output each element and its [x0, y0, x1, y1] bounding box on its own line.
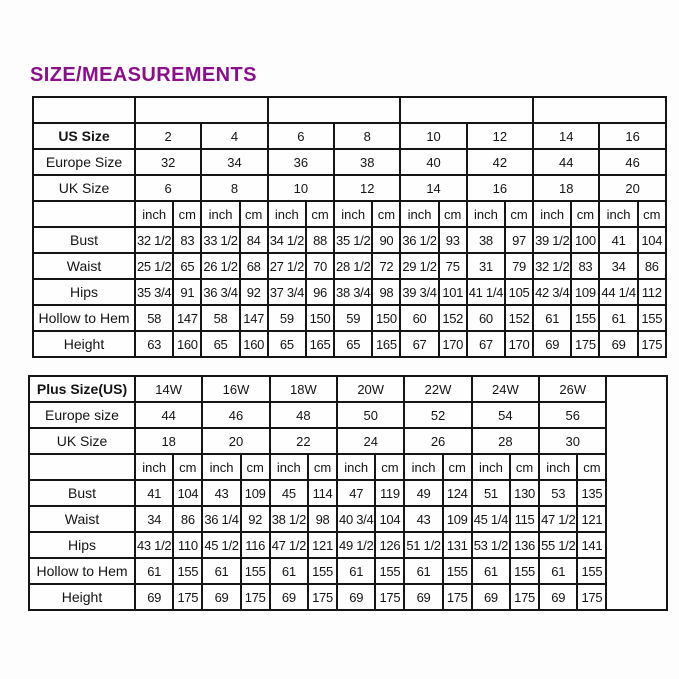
inch-value-cell: 69	[135, 584, 173, 610]
table-row	[33, 279, 666, 305]
cm-value-cell: 136	[510, 532, 539, 558]
inch-unit-cell: inch	[533, 201, 571, 227]
table-row	[29, 558, 667, 584]
cm-value-cell: 155	[241, 558, 270, 584]
inch-unit-cell: inch	[334, 201, 372, 227]
cm-value-cell: 104	[638, 227, 666, 253]
size-value-cell: 14	[400, 175, 466, 201]
size-value-cell: 30	[539, 428, 606, 454]
standard-sizes-table	[32, 96, 667, 358]
size-value-cell: 48	[270, 402, 337, 428]
inch-unit-cell: inch	[268, 201, 306, 227]
table-row	[33, 201, 666, 227]
inch-unit-cell: inch	[400, 201, 438, 227]
size-value-cell: 6	[268, 123, 334, 149]
size-value-cell: 18	[533, 175, 599, 201]
inch-value-cell: 49 1/2	[337, 532, 375, 558]
row-label-cell	[33, 97, 135, 123]
table-row	[29, 480, 667, 506]
inch-unit-cell: inch	[270, 454, 308, 480]
page-title: SIZE/MEASUREMENTS	[30, 64, 257, 86]
inch-value-cell: 31	[467, 253, 505, 279]
size-value-cell: 34	[201, 149, 267, 175]
inch-value-cell: 36 1/2	[400, 227, 438, 253]
cm-value-cell: 155	[375, 558, 404, 584]
cm-value-cell: 175	[375, 584, 404, 610]
inch-value-cell: 58	[135, 305, 173, 331]
size-value-cell: 12	[467, 123, 533, 149]
size-value-cell: 8	[201, 175, 267, 201]
cm-value-cell: 165	[306, 331, 334, 357]
cm-value-cell: 91	[173, 279, 201, 305]
cm-value-cell: 98	[372, 279, 400, 305]
row-label-cell: Height	[29, 584, 135, 610]
inch-value-cell: 69	[404, 584, 442, 610]
inch-value-cell: 41 1/4	[467, 279, 505, 305]
inch-value-cell: 53	[539, 480, 577, 506]
cm-value-cell: 93	[439, 227, 467, 253]
inch-value-cell: 35 1/2	[334, 227, 372, 253]
row-label-cell: US Size	[33, 123, 135, 149]
inch-unit-cell: inch	[599, 201, 637, 227]
cm-value-cell: 109	[571, 279, 599, 305]
inch-value-cell: 61	[337, 558, 375, 584]
cm-value-cell: 155	[577, 558, 606, 584]
cm-value-cell: 155	[173, 558, 202, 584]
cm-value-cell: 131	[443, 532, 472, 558]
inch-unit-cell: inch	[539, 454, 577, 480]
inch-unit-cell: inch	[201, 201, 239, 227]
size-value-cell: 16	[599, 123, 665, 149]
size-value-cell: 6	[135, 175, 201, 201]
size-value-cell: 16	[467, 175, 533, 201]
inch-value-cell: 69	[270, 584, 308, 610]
size-value-cell: 22	[270, 428, 337, 454]
cm-value-cell: 170	[439, 331, 467, 357]
row-label-cell: Bust	[33, 227, 135, 253]
row-label-cell: Bust	[29, 480, 135, 506]
table-row	[33, 227, 666, 253]
cm-value-cell: 155	[571, 305, 599, 331]
row-label-cell: Hips	[29, 532, 135, 558]
inch-unit-cell: inch	[202, 454, 240, 480]
inch-value-cell: 38 3/4	[334, 279, 372, 305]
cm-unit-cell: cm	[306, 201, 334, 227]
inch-value-cell: 47	[337, 480, 375, 506]
size-value-cell: 14W	[135, 376, 202, 402]
cm-value-cell: 98	[308, 506, 337, 532]
row-label-cell: Hollow to Hem	[33, 305, 135, 331]
inch-value-cell: 61	[135, 558, 173, 584]
inch-value-cell: 39 1/2	[533, 227, 571, 253]
size-value-cell: 4	[201, 123, 267, 149]
size-value-cell: 16W	[202, 376, 269, 402]
inch-value-cell: 65	[201, 331, 239, 357]
cm-unit-cell: cm	[577, 454, 606, 480]
size-value-cell: 10	[400, 123, 466, 149]
cm-value-cell: 65	[173, 253, 201, 279]
inch-value-cell: 69	[539, 584, 577, 610]
size-value-cell: 14	[533, 123, 599, 149]
cm-value-cell: 119	[375, 480, 404, 506]
inch-value-cell: 29 1/2	[400, 253, 438, 279]
table-row	[33, 97, 666, 123]
inch-value-cell: 45	[270, 480, 308, 506]
inch-value-cell: 61	[472, 558, 510, 584]
cm-unit-cell: cm	[240, 201, 268, 227]
cm-value-cell: 112	[638, 279, 666, 305]
inch-value-cell: 53 1/2	[472, 532, 510, 558]
cm-value-cell: 175	[571, 331, 599, 357]
cm-value-cell: 92	[241, 506, 270, 532]
cm-value-cell: 155	[308, 558, 337, 584]
cm-value-cell: 155	[638, 305, 666, 331]
cm-value-cell: 83	[571, 253, 599, 279]
size-value-cell: 24W	[472, 376, 539, 402]
cm-value-cell: 155	[510, 558, 539, 584]
inch-unit-cell: inch	[472, 454, 510, 480]
size-value-cell: 18	[135, 428, 202, 454]
row-label-cell	[29, 454, 135, 480]
cm-value-cell: 152	[505, 305, 533, 331]
size-value-cell: 20	[599, 175, 665, 201]
size-value-cell: 24	[337, 428, 404, 454]
inch-value-cell: 36 3/4	[201, 279, 239, 305]
inch-value-cell: 41	[599, 227, 637, 253]
inch-value-cell: 36 1/4	[202, 506, 240, 532]
merged-empty-cell	[135, 97, 268, 123]
inch-value-cell: 61	[533, 305, 571, 331]
inch-value-cell: 67	[400, 331, 438, 357]
cm-value-cell: 175	[173, 584, 202, 610]
cm-value-cell: 86	[638, 253, 666, 279]
inch-value-cell: 34 1/2	[268, 227, 306, 253]
inch-value-cell: 51	[472, 480, 510, 506]
size-value-cell: 32	[135, 149, 201, 175]
size-value-cell: 28	[472, 428, 539, 454]
cm-unit-cell: cm	[510, 454, 539, 480]
cm-value-cell: 121	[577, 506, 606, 532]
inch-value-cell: 32 1/2	[135, 227, 173, 253]
cm-value-cell: 165	[372, 331, 400, 357]
size-value-cell: 26W	[539, 376, 606, 402]
size-value-cell: 12	[334, 175, 400, 201]
cm-value-cell: 96	[306, 279, 334, 305]
size-value-cell: 52	[404, 402, 471, 428]
cm-value-cell: 175	[308, 584, 337, 610]
cm-unit-cell: cm	[308, 454, 337, 480]
cm-value-cell: 104	[375, 506, 404, 532]
table-row	[29, 584, 667, 610]
size-value-cell: 50	[337, 402, 404, 428]
inch-unit-cell: inch	[404, 454, 442, 480]
size-value-cell: 20	[202, 428, 269, 454]
row-label-cell: Hollow to Hem	[29, 558, 135, 584]
inch-value-cell: 69	[599, 331, 637, 357]
cm-value-cell: 68	[240, 253, 268, 279]
table-row	[33, 123, 666, 149]
inch-value-cell: 27 1/2	[268, 253, 306, 279]
size-value-cell: 40	[400, 149, 466, 175]
inch-value-cell: 28 1/2	[334, 253, 372, 279]
cm-value-cell: 152	[439, 305, 467, 331]
inch-value-cell: 43	[202, 480, 240, 506]
size-value-cell: 42	[467, 149, 533, 175]
inch-unit-cell: inch	[467, 201, 505, 227]
plus-sizes-table	[28, 375, 668, 611]
cm-value-cell: 110	[173, 532, 202, 558]
cm-unit-cell: cm	[372, 201, 400, 227]
cm-unit-cell: cm	[173, 201, 201, 227]
cm-unit-cell: cm	[443, 454, 472, 480]
inch-value-cell: 59	[268, 305, 306, 331]
row-label-cell: Waist	[29, 506, 135, 532]
inch-value-cell: 38	[467, 227, 505, 253]
inch-value-cell: 26 1/2	[201, 253, 239, 279]
inch-value-cell: 61	[202, 558, 240, 584]
size-value-cell: 10	[268, 175, 334, 201]
row-label-cell: UK Size	[33, 175, 135, 201]
cm-value-cell: 175	[443, 584, 472, 610]
cm-value-cell: 155	[443, 558, 472, 584]
cm-value-cell: 175	[577, 584, 606, 610]
cm-value-cell: 90	[372, 227, 400, 253]
table-row	[29, 532, 667, 558]
size-value-cell: 54	[472, 402, 539, 428]
cm-value-cell: 160	[240, 331, 268, 357]
inch-unit-cell: inch	[337, 454, 375, 480]
inch-value-cell: 65	[334, 331, 372, 357]
inch-value-cell: 69	[533, 331, 571, 357]
inch-value-cell: 43	[404, 506, 442, 532]
cm-value-cell: 116	[241, 532, 270, 558]
inch-value-cell: 35 3/4	[135, 279, 173, 305]
cm-value-cell: 126	[375, 532, 404, 558]
cm-value-cell: 75	[439, 253, 467, 279]
cm-value-cell: 92	[240, 279, 268, 305]
table-row	[33, 175, 666, 201]
inch-unit-cell: inch	[135, 454, 173, 480]
inch-value-cell: 58	[201, 305, 239, 331]
inch-value-cell: 38 1/2	[270, 506, 308, 532]
size-value-cell: 26	[404, 428, 471, 454]
table-row	[33, 305, 666, 331]
table-row	[29, 376, 667, 402]
inch-value-cell: 40 3/4	[337, 506, 375, 532]
cm-value-cell: 150	[306, 305, 334, 331]
inch-value-cell: 69	[337, 584, 375, 610]
cm-unit-cell: cm	[638, 201, 666, 227]
inch-value-cell: 61	[404, 558, 442, 584]
cm-value-cell: 88	[306, 227, 334, 253]
cm-unit-cell: cm	[571, 201, 599, 227]
cm-value-cell: 105	[505, 279, 533, 305]
table-row	[29, 454, 667, 480]
row-label-cell: Hips	[33, 279, 135, 305]
inch-value-cell: 49	[404, 480, 442, 506]
inch-value-cell: 42 3/4	[533, 279, 571, 305]
cm-value-cell: 109	[443, 506, 472, 532]
cm-value-cell: 170	[505, 331, 533, 357]
cm-value-cell: 130	[510, 480, 539, 506]
inch-value-cell: 45 1/2	[202, 532, 240, 558]
spacer-cell	[606, 376, 667, 610]
row-label-cell	[33, 201, 135, 227]
inch-value-cell: 44 1/4	[599, 279, 637, 305]
inch-value-cell: 47 1/2	[539, 506, 577, 532]
cm-value-cell: 97	[505, 227, 533, 253]
cm-value-cell: 147	[173, 305, 201, 331]
cm-value-cell: 160	[173, 331, 201, 357]
cm-unit-cell: cm	[505, 201, 533, 227]
inch-value-cell: 61	[599, 305, 637, 331]
size-value-cell: 36	[268, 149, 334, 175]
cm-value-cell: 124	[443, 480, 472, 506]
row-label-cell: Plus Size(US)	[29, 376, 135, 402]
cm-value-cell: 175	[638, 331, 666, 357]
inch-value-cell: 25 1/2	[135, 253, 173, 279]
cm-value-cell: 86	[173, 506, 202, 532]
cm-value-cell: 101	[439, 279, 467, 305]
size-value-cell: 20W	[337, 376, 404, 402]
inch-value-cell: 61	[539, 558, 577, 584]
inch-value-cell: 47 1/2	[270, 532, 308, 558]
size-value-cell: 18W	[270, 376, 337, 402]
cm-value-cell: 70	[306, 253, 334, 279]
size-value-cell: 38	[334, 149, 400, 175]
inch-value-cell: 65	[268, 331, 306, 357]
inch-value-cell: 43 1/2	[135, 532, 173, 558]
size-value-cell: 46	[599, 149, 665, 175]
cm-value-cell: 100	[571, 227, 599, 253]
table-row	[33, 331, 666, 357]
cm-value-cell: 104	[173, 480, 202, 506]
cm-value-cell: 141	[577, 532, 606, 558]
cm-value-cell: 84	[240, 227, 268, 253]
table-row	[33, 253, 666, 279]
inch-value-cell: 63	[135, 331, 173, 357]
inch-value-cell: 45 1/4	[472, 506, 510, 532]
cm-value-cell: 72	[372, 253, 400, 279]
inch-unit-cell: inch	[135, 201, 173, 227]
cm-value-cell: 79	[505, 253, 533, 279]
cm-value-cell: 175	[510, 584, 539, 610]
inch-value-cell: 39 3/4	[400, 279, 438, 305]
size-value-cell: 44	[533, 149, 599, 175]
row-label-cell: Europe size	[29, 402, 135, 428]
inch-value-cell: 32 1/2	[533, 253, 571, 279]
cm-value-cell: 83	[173, 227, 201, 253]
size-value-cell: 46	[202, 402, 269, 428]
merged-empty-cell	[268, 97, 401, 123]
size-value-cell: 8	[334, 123, 400, 149]
cm-unit-cell: cm	[241, 454, 270, 480]
cm-value-cell: 109	[241, 480, 270, 506]
cm-unit-cell: cm	[173, 454, 202, 480]
merged-empty-cell	[533, 97, 666, 123]
inch-value-cell: 59	[334, 305, 372, 331]
cm-value-cell: 114	[308, 480, 337, 506]
cm-value-cell: 135	[577, 480, 606, 506]
size-value-cell: 56	[539, 402, 606, 428]
cm-unit-cell: cm	[439, 201, 467, 227]
cm-unit-cell: cm	[375, 454, 404, 480]
row-label-cell: Waist	[33, 253, 135, 279]
size-value-cell: 44	[135, 402, 202, 428]
table-row	[29, 428, 667, 454]
inch-value-cell: 34	[135, 506, 173, 532]
inch-value-cell: 61	[270, 558, 308, 584]
row-label-cell: Europe Size	[33, 149, 135, 175]
table-row	[29, 402, 667, 428]
inch-value-cell: 33 1/2	[201, 227, 239, 253]
inch-value-cell: 60	[400, 305, 438, 331]
inch-value-cell: 51 1/2	[404, 532, 442, 558]
merged-empty-cell	[400, 97, 533, 123]
inch-value-cell: 69	[472, 584, 510, 610]
row-label-cell: UK Size	[29, 428, 135, 454]
cm-value-cell: 147	[240, 305, 268, 331]
table-row	[33, 149, 666, 175]
cm-value-cell: 121	[308, 532, 337, 558]
cm-value-cell: 150	[372, 305, 400, 331]
size-value-cell: 22W	[404, 376, 471, 402]
inch-value-cell: 41	[135, 480, 173, 506]
inch-value-cell: 60	[467, 305, 505, 331]
table-row	[29, 506, 667, 532]
row-label-cell: Height	[33, 331, 135, 357]
inch-value-cell: 37 3/4	[268, 279, 306, 305]
inch-value-cell: 55 1/2	[539, 532, 577, 558]
cm-value-cell: 115	[510, 506, 539, 532]
size-value-cell: 2	[135, 123, 201, 149]
inch-value-cell: 34	[599, 253, 637, 279]
cm-value-cell: 175	[241, 584, 270, 610]
inch-value-cell: 69	[202, 584, 240, 610]
inch-value-cell: 67	[467, 331, 505, 357]
